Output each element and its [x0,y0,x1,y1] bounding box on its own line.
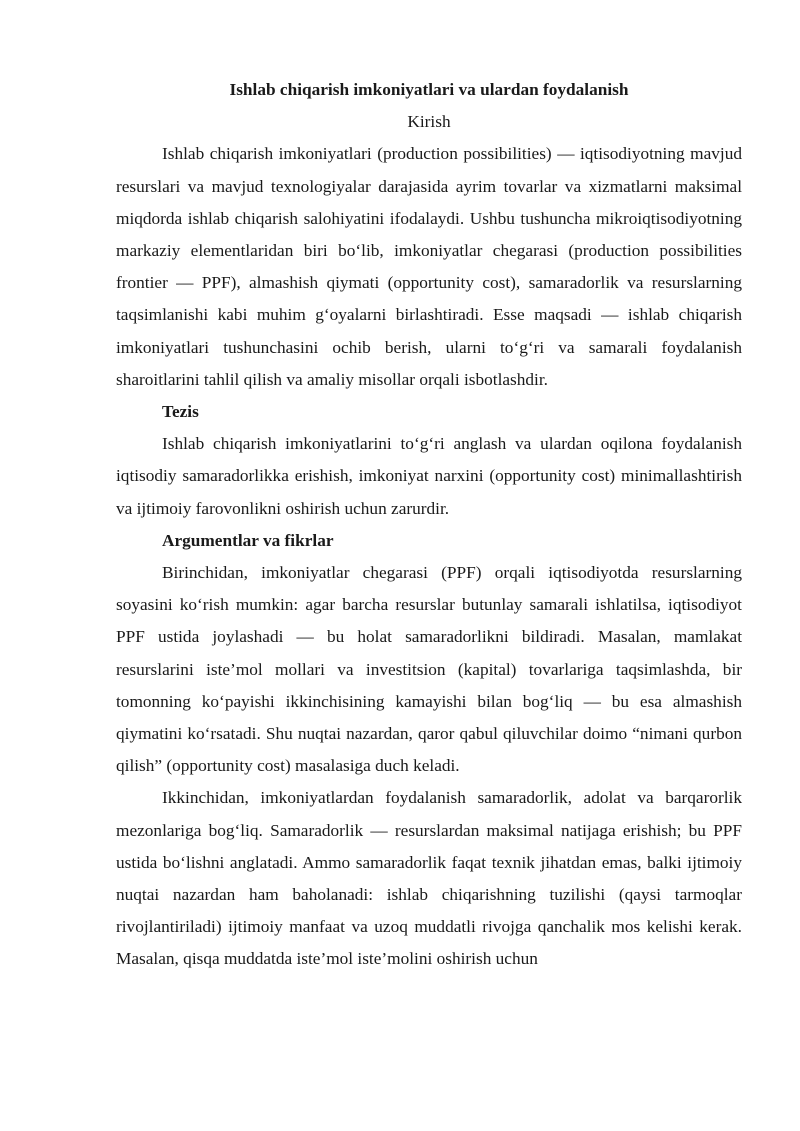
section-title-intro: Kirish [407,112,451,132]
argument-paragraph-2: Ikkinchidan, imkoniyatlardan foydalanish samaradorlik, adolat va barqarorlik mezonlariga bog‘liq. Samaradorlik — resurslardan maksimal natijaga erishish; bu PPF ustida bo‘lishni anglatadi. Ammo samaradorlik faqat texnik jihatdan emas, balki ijtimoiy nuqtai nazardan ham baholanadi: ishlab chiqarishning tuzilishi (qaysi tarmoqlar rivojlantiriladi) ijtimoiy manfaat va uzoq muddatli rivojga qanchalik mos kelishi kerak. Masalan, qisqa muddatda iste’mol iste’molini oshirish uchun [116,788,742,969]
thesis-paragraph: Ishlab chiqarish imkoniyatlarini to‘g‘ri anglash va ulardan oqilona foydalanish iqtisodiy samaradorlikka erishish, imkoniyat narxini (opportunity cost) minimallashtirish va ijtimoiy farovonlikni oshirish uchun zarurdir. [116,434,742,518]
argument-paragraph-1: Birinchidan, imkoniyatlar chegarasi (PPF) orqali iqtisodiyotda resurslarning soyasini ko‘rish mumkin: agar barcha resurslar butunlay samarali ishlatilsa, iqtisodiyot PPF ustida joylashadi — bu holat samaradorlikni bildiradi. Masalan, mamlakat resurslarini iste’mol mollari va investitsion (kapital) tovarlariga taqsimlashda, bir tomonning ko‘payishi ikkinchisining kamayishi bilan bog‘liq — bu esa almashish qiymatini ko‘rsatadi. Shu nuqtai nazardan, qaror qabul qiluvchilar doimo “nimani qurbon qilish” (opportunity cost) masalasiga duch keladi. [116,563,742,776]
intro-paragraph: Ishlab chiqarish imkoniyatlari (production possibilities) — iqtisodiyotning mavjud resurslari va mavjud texnologiyalar darajasida ayrim tovarlar va xizmatlarni maksimal miqdorda ishlab chiqarish salohiyatini ifodalaydi. Ushbu tushuncha mikroiqtisodiyotning markaziy elementlaridan biri bo‘lib, imkoniyatlar chegarasi (production possibilities frontier — PPF), almashish qiymati (opportunity cost), samaradorlik va resurslarning taqsimlanishi kabi muhim g‘oyalarni birlashtiradi. Esse maqsadi — ishlab chiqarish imkoniyatlari tushunchasini ochib berish, ularni to‘g‘ri va samarali foydalanish sharoitlarini tahlil qilish va amaliy misollar orqali isbotlashdir. [116,144,742,389]
thesis-heading: Tezis [162,402,199,422]
document-page [116,74,742,976]
document-title: Ishlab chiqarish imkoniyatlari va ulardan foydalanish [229,80,629,99]
arguments-heading: Argumentlar va fikrlar [162,530,334,550]
